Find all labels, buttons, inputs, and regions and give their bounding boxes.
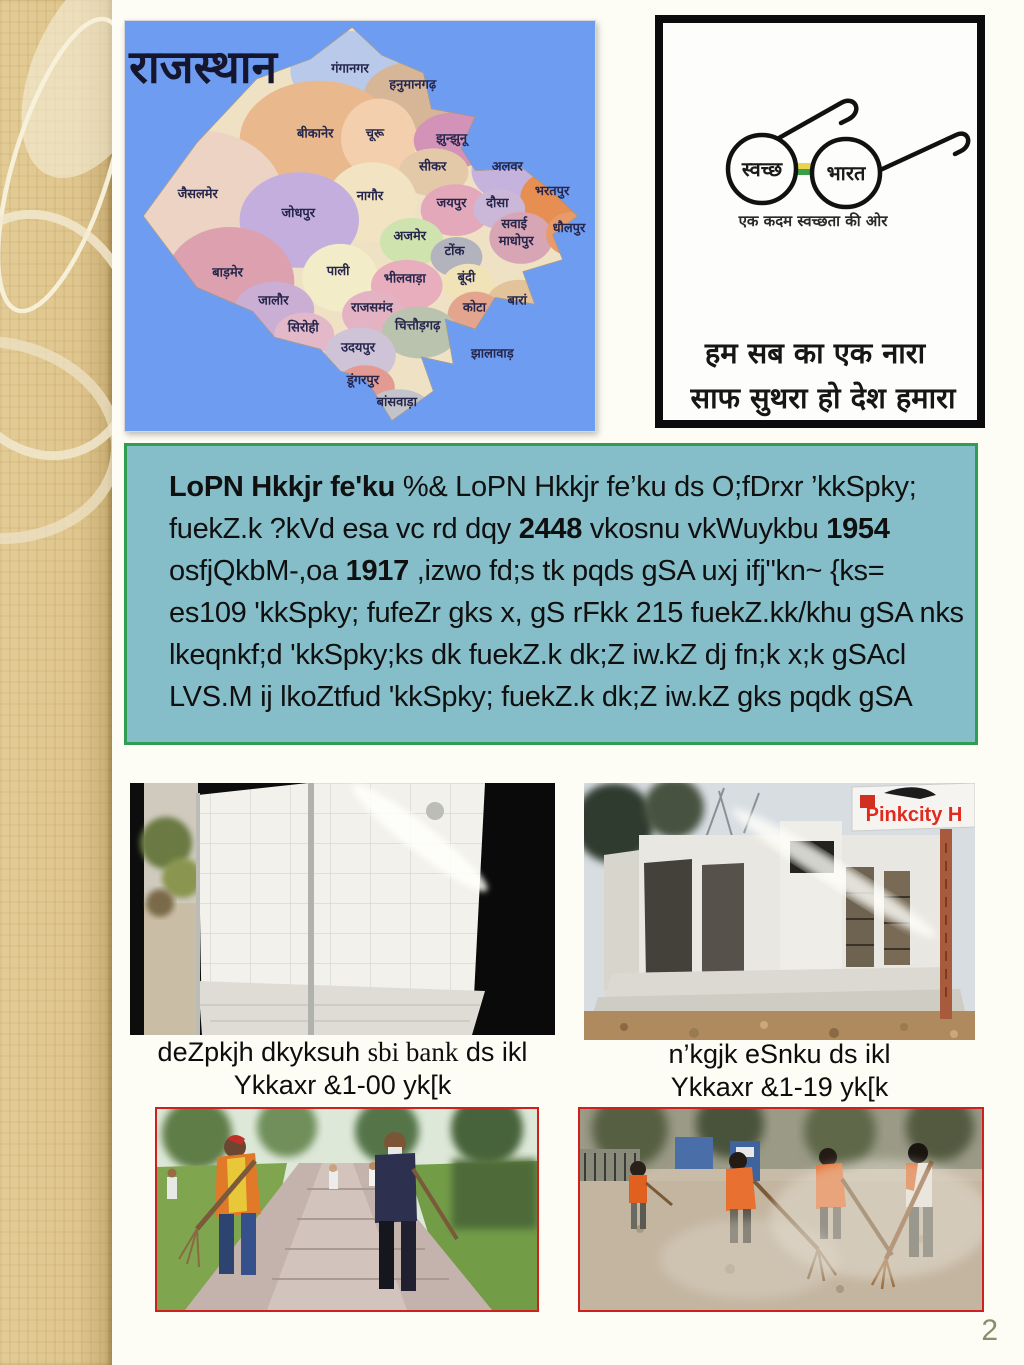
svg-text:अजमेर: अजमेर xyxy=(393,228,426,244)
svg-text:बूंदी: बूंदी xyxy=(457,270,476,286)
svg-text:धौलपुर: धौलपुर xyxy=(552,220,586,236)
svg-text:सवाई: सवाई xyxy=(501,216,528,232)
caption-toilet-right-line2: Ykkaxr &1-19 yk[k xyxy=(670,1072,889,1102)
svg-text:नागौर: नागौर xyxy=(356,189,384,205)
logo-slogan-line2: साफ सुथरा हो देश हमारा xyxy=(690,381,956,415)
svg-text:चूरू: चूरू xyxy=(365,126,385,142)
decorative-ellipses xyxy=(0,0,112,1365)
svg-text:दौसा: दौसा xyxy=(486,196,509,212)
caption-toilet-right xyxy=(584,1038,975,1104)
photo-sweeping-dusty-road xyxy=(578,1107,984,1312)
decorative-left-border xyxy=(0,0,112,1365)
logo-tagline: एक कदम स्वच्छता की ओर xyxy=(738,212,888,230)
svg-text:चित्तौड़गढ़: चित्तौड़गढ़ xyxy=(395,318,441,334)
svg-text:बारां: बारां xyxy=(507,293,527,309)
pinkcity-sign-text: Pinkcity H xyxy=(865,804,963,826)
svg-text:डूंगरपुर: डूंगरपुर xyxy=(346,373,380,389)
svg-text:बांसवाड़ा: बांसवाड़ा xyxy=(376,395,417,411)
svg-text:बीकानेर: बीकानेर xyxy=(296,126,334,142)
info-text-box xyxy=(124,443,978,745)
svg-text:हनुमानगढ़: हनुमानगढ़ xyxy=(389,77,437,93)
svg-text:गंगानगर: गंगानगर xyxy=(331,61,369,77)
svg-text:माधोपुर: माधोपुर xyxy=(498,233,534,249)
svg-text:टोंक: टोंक xyxy=(444,243,465,259)
swachh-bharat-logo-image xyxy=(655,15,985,428)
svg-text:पाली: पाली xyxy=(326,263,350,279)
map-title: राजस्थान xyxy=(129,40,278,94)
spectacles-icon xyxy=(728,101,968,207)
svg-text:बाड़मेर: बाड़मेर xyxy=(212,265,243,281)
svg-text:जयपुर: जयपुर xyxy=(436,196,467,212)
info-text: LoPN Hkkjr fe'ku %& LoPN Hkkjr fe’ku ds O;fDrxr ’kkSpky; fuekZ.k ?kVd esa vc rd dqy 2448 vkosnu vkWuykbu 1954 osfjQkbM-,oa 1917 ,izwo fd;s tk pqds gSA uxj ifj"kn~ {ks= es109 'kkSpky; fufeZr gks x, gS rFkk 215 fuekZ.kk/khu gSA nks lkeqnkf;d 'kkSpky;ks dk fuekZ.k dk;Z iw.kZ dj fn;k x;k gSAcl LVS.M ij lkoZtfud 'kkSpky; fuekZ.k dk;Z iw.kZ gks pqdk gSA xyxy=(169,471,964,713)
photo-toilet-dussehra-ground xyxy=(584,783,975,1040)
svg-text:कोटा: कोटा xyxy=(462,300,487,316)
logo-slogan-line1: हम सब का एक नारा xyxy=(704,336,926,370)
page-number: 2 xyxy=(981,1314,998,1347)
svg-text:झुन्झुनू: झुन्झुनू xyxy=(436,131,468,147)
svg-text:राजसमंद: राजसमंद xyxy=(351,300,393,316)
photo-toilet-sbi-bank xyxy=(130,783,555,1035)
caption-toilet-left-line2: Ykkaxr &1-00 yk[k xyxy=(233,1070,452,1100)
caption-toilet-right-line1: n’kgjk eSnku ds ikl xyxy=(668,1039,891,1069)
svg-text:सिरोही: सिरोही xyxy=(287,320,319,336)
svg-text:झालावाड़: झालावाड़ xyxy=(471,346,514,362)
svg-text:भीलवाड़ा: भीलवाड़ा xyxy=(383,271,426,287)
svg-text:भरतपुर: भरतपुर xyxy=(534,184,570,200)
svg-text:सीकर: सीकर xyxy=(418,159,447,175)
caption-toilet-left xyxy=(130,1036,555,1102)
lens-text-right: भारत xyxy=(826,161,866,185)
caption-toilet-left-line1: deZpkjh dkyksuh sbi bank ds ikl xyxy=(157,1037,528,1067)
svg-text:जालौर: जालौर xyxy=(258,293,289,309)
svg-text:जैसलमेर: जैसलमेर xyxy=(177,187,218,203)
svg-text:अलवर: अलवर xyxy=(491,159,523,175)
lens-text-left: स्वच्छ xyxy=(741,157,783,181)
svg-text:जोधपुर: जोधपुर xyxy=(281,206,316,222)
rajasthan-map-image xyxy=(124,20,596,432)
svg-text:उदयपुर: उदयपुर xyxy=(340,340,376,356)
photo-sweeping-park xyxy=(155,1107,539,1312)
